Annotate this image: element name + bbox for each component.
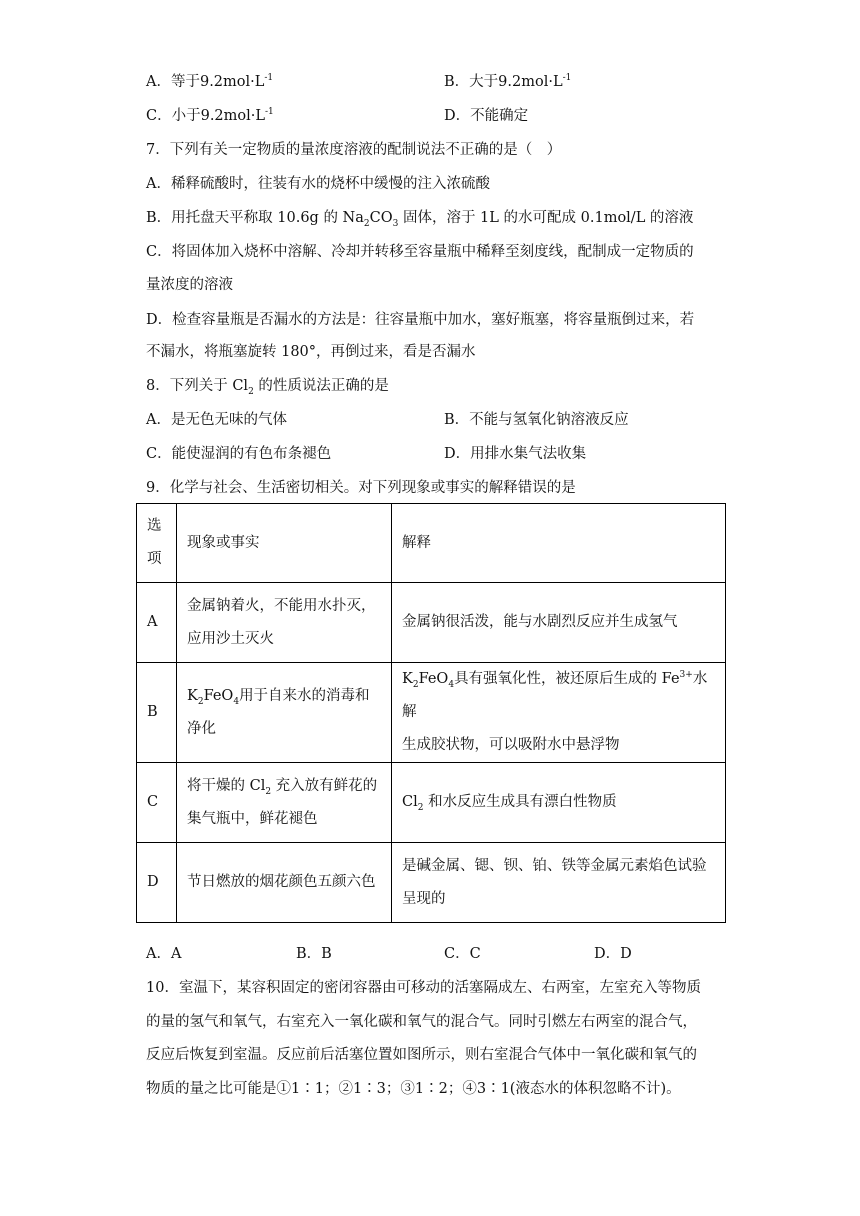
- q8-stem: 8．下列关于 $Cl_2$ 的性质说法正确的是: [146, 378, 389, 397]
- q7-stem: 7．下列有关一定物质的量浓度溶液的配制说法不正确的是（ ）: [146, 142, 562, 158]
- q9-stem: 9．化学与社会、生活密切相关。对下列现象或事实的解释错误的是: [146, 480, 576, 496]
- row-fact-cell: 将干燥的 $Cl_2$ 充入放有鲜花的 集气瓶中，鲜花褪色: [177, 763, 392, 843]
- q9-option-a: A．A: [146, 946, 182, 962]
- q8-option-d: D．用排水集气法收集: [444, 446, 587, 462]
- q9-option-b: B．B: [296, 946, 332, 962]
- row-fact-cell: 金属钠着火，不能用水扑灭， 应用沙土灭火: [177, 583, 392, 663]
- row-explanation-cell: 金属钠很活泼，能与水剧烈反应并生成氢气: [392, 583, 726, 663]
- table-row: [137, 843, 726, 923]
- q7-option-c-line1: C．将固体加入烧杯中溶解、冷却并转移至容量瓶中稀释至刻度线，配制成一定物质的: [146, 244, 694, 260]
- row-key-cell: B: [137, 663, 177, 763]
- table-row: [137, 583, 726, 663]
- q7-option-b: B．用托盘天平称取 10.6g 的 $Na_2CO_3$ 固体，溶于 1L 的水可配成 0.1mol/L 的溶液: [146, 210, 694, 229]
- q10-line4: 物质的量之比可能是①1∶1；②1∶3；③1∶2；④3∶1(液态水的体积忽略不计)。: [146, 1081, 681, 1097]
- q7-option-c-line2: 量浓度的溶液: [146, 277, 233, 293]
- q8-option-a: A．是无色无味的气体: [146, 412, 287, 428]
- q10-line2: 的量的氢气和氧气，右室充入一氧化碳和氧气的混合气。同时引燃左右两室的混合气，: [146, 1014, 697, 1030]
- row-key-cell: A: [137, 583, 177, 663]
- q10-line1: 10．室温下，某容积固定的密闭容器由可移动的活塞隔成左、右两室，左室充入等物质: [146, 980, 701, 996]
- table-row: [137, 663, 726, 763]
- row-key-cell: C: [137, 763, 177, 843]
- q6-option-c: C．小于$9.2mol\cdot L^{-1}$: [146, 107, 274, 124]
- row-explanation-cell: 是碱金属、锶、钡、铂、铁等金属元素焰色试验 呈现的: [392, 843, 726, 923]
- row-fact-cell: 节日燃放的烟花颜色五颜六色: [177, 843, 392, 923]
- header-explanation-cell: 解释: [392, 504, 726, 583]
- q10-line3: 反应后恢复到室温。反应前后活塞位置如图所示，则右室混合气体中一氧化碳和氧气的: [146, 1047, 697, 1063]
- table-header-row: [137, 504, 726, 583]
- header-fact-cell: 现象或事实: [177, 504, 392, 583]
- q7-option-d-line1: D．检查容量瓶是否漏水的方法是：往容量瓶中加水，塞好瓶塞，将容量瓶倒过来，若: [146, 312, 695, 328]
- header-option-cell: 选 项: [137, 504, 177, 583]
- q6-option-b: B．大于$9.2mol\cdot L^{-1}$: [444, 73, 572, 90]
- row-explanation-cell: $K_2FeO_4$具有强氧化性，被还原后生成的 $Fe^{3+}$水解 生成胶状物，可以吸附水中悬浮物: [392, 663, 726, 763]
- q9-table: [136, 503, 726, 923]
- q7-option-a: A．稀释硫酸时，往装有水的烧杯中缓慢的注入浓硫酸: [146, 176, 490, 192]
- row-key-cell: D: [137, 843, 177, 923]
- q6-option-a: A．等于$9.2mol\cdot L^{-1}$: [146, 73, 274, 90]
- table-row: [137, 763, 726, 843]
- row-fact-cell: $K_2FeO_4$用于自来水的消毒和 净化: [177, 663, 392, 763]
- q9-option-c: C．C: [444, 946, 481, 962]
- row-explanation-cell: $Cl_2$ 和水反应生成具有漂白性物质: [392, 763, 726, 843]
- q7-option-d-line2: 不漏水，将瓶塞旋转 180°，再倒过来，看是否漏水: [146, 344, 476, 360]
- q8-option-b: B．不能与氢氧化钠溶液反应: [444, 412, 629, 428]
- q8-option-c: C．能使湿润的有色布条褪色: [146, 446, 332, 462]
- q9-option-d: D．D: [594, 946, 632, 962]
- q6-option-d: D．不能确定: [444, 108, 529, 124]
